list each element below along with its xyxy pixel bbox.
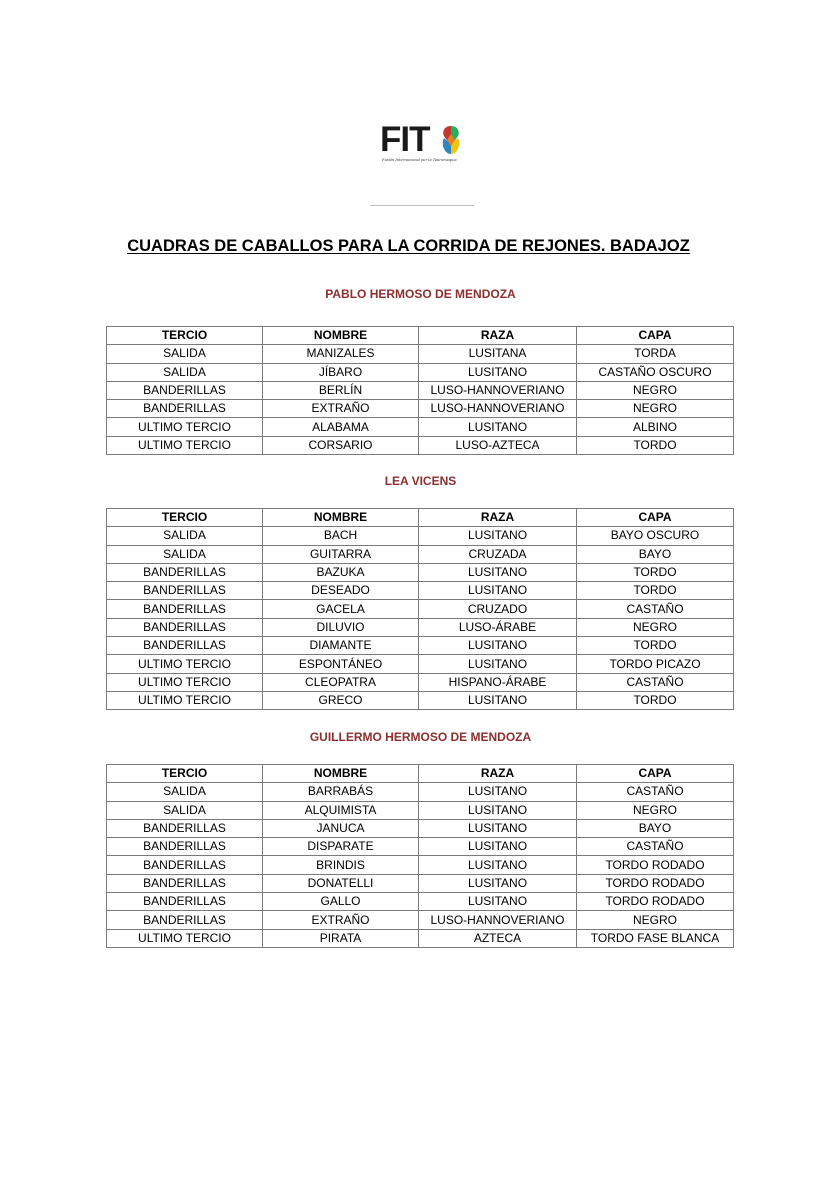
cell-raza: LUSITANO xyxy=(419,819,577,837)
cell-capa: NEGRO xyxy=(577,400,734,418)
cell-capa: TORDO xyxy=(577,637,734,655)
cell-raza: LUSITANO xyxy=(419,838,577,856)
cell-capa: TORDO PICAZO xyxy=(577,655,734,673)
table-row xyxy=(107,655,734,673)
table-row xyxy=(107,783,734,801)
cell-capa: CASTAÑO xyxy=(577,673,734,691)
cell-capa: TORDO xyxy=(577,563,734,581)
cell-nombre: DILUVIO xyxy=(263,618,419,636)
cell-nombre: ALQUIMISTA xyxy=(263,801,419,819)
cell-tercio: BANDERILLAS xyxy=(107,637,263,655)
cell-capa: NEGRO xyxy=(577,381,734,399)
cell-capa: TORDO xyxy=(577,582,734,600)
cell-capa: BAYO OSCURO xyxy=(577,527,734,545)
cell-tercio: BANDERILLAS xyxy=(107,911,263,929)
cell-raza: LUSITANO xyxy=(419,801,577,819)
cell-raza: LUSO-ÁRABE xyxy=(419,618,577,636)
table-row xyxy=(107,801,734,819)
cell-raza: LUSO-HANNOVERIANO xyxy=(419,400,577,418)
cell-raza: CRUZADO xyxy=(419,600,577,618)
cell-nombre: ESPONTÁNEO xyxy=(263,655,419,673)
cell-tercio: BANDERILLAS xyxy=(107,563,263,581)
cell-tercio: BANDERILLAS xyxy=(107,874,263,892)
cell-tercio: BANDERILLAS xyxy=(107,893,263,911)
cell-raza: HISPANO-ÁRABE xyxy=(419,673,577,691)
cell-raza: LUSO-HANNOVERIANO xyxy=(419,381,577,399)
cell-capa: TORDO RODADO xyxy=(577,874,734,892)
cell-capa: NEGRO xyxy=(577,911,734,929)
cell-raza: LUSO-AZTECA xyxy=(419,436,577,454)
cell-tercio: ULTIMO TERCIO xyxy=(107,655,263,673)
table-row xyxy=(107,400,734,418)
table-row xyxy=(107,436,734,454)
cell-nombre: DESEADO xyxy=(263,582,419,600)
cell-tercio: ULTIMO TERCIO xyxy=(107,691,263,709)
table-row xyxy=(107,856,734,874)
cell-tercio: BANDERILLAS xyxy=(107,819,263,837)
column-header-capa: CAPA xyxy=(577,765,734,783)
table-row xyxy=(107,838,734,856)
cell-capa: CASTAÑO xyxy=(577,838,734,856)
table-row xyxy=(107,819,734,837)
cell-tercio: ULTIMO TERCIO xyxy=(107,673,263,691)
cell-capa: ALBINO xyxy=(577,418,734,436)
logo-flag-icon xyxy=(440,124,462,156)
cell-nombre: ALABAMA xyxy=(263,418,419,436)
cell-nombre: BRINDIS xyxy=(263,856,419,874)
cell-raza: LUSITANO xyxy=(419,691,577,709)
cell-nombre: BARRABÁS xyxy=(263,783,419,801)
cell-raza: LUSITANO xyxy=(419,582,577,600)
cell-nombre: EXTRAÑO xyxy=(263,400,419,418)
cell-tercio: ULTIMO TERCIO xyxy=(107,418,263,436)
column-header-tercio: TERCIO xyxy=(107,509,263,527)
cell-capa: TORDO RODADO xyxy=(577,856,734,874)
column-header-raza: RAZA xyxy=(419,765,577,783)
cell-nombre: MANIZALES xyxy=(263,345,419,363)
cell-raza: LUSITANO xyxy=(419,637,577,655)
table-row xyxy=(107,600,734,618)
cell-nombre: DIAMANTE xyxy=(263,637,419,655)
cell-nombre: GACELA xyxy=(263,600,419,618)
logo-text: FIT xyxy=(380,120,430,159)
cell-raza: LUSITANO xyxy=(419,418,577,436)
cell-capa: CASTAÑO xyxy=(577,600,734,618)
cell-raza: LUSO-HANNOVERIANO xyxy=(419,911,577,929)
cell-tercio: ULTIMO TERCIO xyxy=(107,436,263,454)
column-header-capa: CAPA xyxy=(577,509,734,527)
column-header-raza: RAZA xyxy=(419,327,577,345)
cell-raza: CRUZADA xyxy=(419,545,577,563)
cell-nombre: CLEOPATRA xyxy=(263,673,419,691)
cell-nombre: GUITARRA xyxy=(263,545,419,563)
column-header-tercio: TERCIO xyxy=(107,327,263,345)
column-header-tercio: TERCIO xyxy=(107,765,263,783)
cell-tercio: BANDERILLAS xyxy=(107,600,263,618)
section-title-guillermo-hermoso-de-mendoza: GUILLERMO HERMOSO DE MENDOZA xyxy=(309,730,532,744)
table-row xyxy=(107,911,734,929)
horses-table-lea-vicens xyxy=(106,508,734,710)
table-row xyxy=(107,381,734,399)
section-title-pablo-hermoso-de-mendoza: PABLO HERMOSO DE MENDOZA xyxy=(325,287,516,301)
header-divider xyxy=(370,205,474,206)
cell-tercio: SALIDA xyxy=(107,801,263,819)
cell-raza: LUSITANA xyxy=(419,345,577,363)
table-row xyxy=(107,637,734,655)
cell-raza: LUSITANO xyxy=(419,527,577,545)
column-header-nombre: NOMBRE xyxy=(263,765,419,783)
cell-capa: TORDO FASE BLANCA xyxy=(577,929,734,947)
cell-nombre: CORSARIO xyxy=(263,436,419,454)
cell-tercio: SALIDA xyxy=(107,527,263,545)
cell-nombre: EXTRAÑO xyxy=(263,911,419,929)
table-header-row xyxy=(107,327,734,345)
cell-tercio: SALIDA xyxy=(107,783,263,801)
cell-raza: LUSITANO xyxy=(419,563,577,581)
cell-raza: LUSITANO xyxy=(419,874,577,892)
cell-capa: BAYO xyxy=(577,545,734,563)
horses-table-pablo-hermoso-de-mendoza xyxy=(106,326,734,455)
cell-capa: CASTAÑO OSCURO xyxy=(577,363,734,381)
cell-nombre: JÍBARO xyxy=(263,363,419,381)
table-row xyxy=(107,418,734,436)
column-header-capa: CAPA xyxy=(577,327,734,345)
fit-logo xyxy=(380,122,462,168)
cell-raza: LUSITANO xyxy=(419,893,577,911)
cell-tercio: BANDERILLAS xyxy=(107,838,263,856)
cell-tercio: SALIDA xyxy=(107,363,263,381)
cell-tercio: SALIDA xyxy=(107,345,263,363)
cell-nombre: JANUCA xyxy=(263,819,419,837)
table-row xyxy=(107,874,734,892)
cell-tercio: BANDERILLAS xyxy=(107,381,263,399)
cell-capa: BAYO xyxy=(577,819,734,837)
column-header-nombre: NOMBRE xyxy=(263,327,419,345)
logo-subtitle: Fusión Internacional por la Tauromaquia xyxy=(382,158,457,162)
cell-nombre: BACH xyxy=(263,527,419,545)
cell-capa: NEGRO xyxy=(577,618,734,636)
cell-capa: TORDO xyxy=(577,436,734,454)
cell-nombre: PIRATA xyxy=(263,929,419,947)
cell-nombre: BAZUKA xyxy=(263,563,419,581)
table-row xyxy=(107,893,734,911)
cell-capa: TORDO xyxy=(577,691,734,709)
column-header-raza: RAZA xyxy=(419,509,577,527)
table-row xyxy=(107,673,734,691)
cell-tercio: SALIDA xyxy=(107,545,263,563)
cell-capa: TORDO RODADO xyxy=(577,893,734,911)
column-header-nombre: NOMBRE xyxy=(263,509,419,527)
cell-nombre: GRECO xyxy=(263,691,419,709)
table-row xyxy=(107,545,734,563)
document-title: CUADRAS DE CABALLOS PARA LA CORRIDA DE REJONES. BADAJOZ xyxy=(127,237,690,255)
cell-tercio: BANDERILLAS xyxy=(107,400,263,418)
cell-tercio: BANDERILLAS xyxy=(107,582,263,600)
cell-capa: TORDA xyxy=(577,345,734,363)
cell-raza: LUSITANO xyxy=(419,783,577,801)
cell-raza: LUSITANO xyxy=(419,655,577,673)
table-header-row xyxy=(107,765,734,783)
cell-raza: LUSITANO xyxy=(419,856,577,874)
cell-tercio: BANDERILLAS xyxy=(107,618,263,636)
table-row xyxy=(107,527,734,545)
cell-nombre: BERLÍN xyxy=(263,381,419,399)
table-row xyxy=(107,563,734,581)
cell-raza: AZTECA xyxy=(419,929,577,947)
cell-nombre: DISPARATE xyxy=(263,838,419,856)
cell-nombre: GALLO xyxy=(263,893,419,911)
cell-capa: NEGRO xyxy=(577,801,734,819)
table-row xyxy=(107,691,734,709)
horses-table-guillermo-hermoso-de-mendoza xyxy=(106,764,734,948)
table-row xyxy=(107,345,734,363)
table-row xyxy=(107,582,734,600)
cell-tercio: ULTIMO TERCIO xyxy=(107,929,263,947)
table-row xyxy=(107,363,734,381)
cell-raza: LUSITANO xyxy=(419,363,577,381)
cell-capa: CASTAÑO xyxy=(577,783,734,801)
table-row xyxy=(107,929,734,947)
section-title-lea-vicens: LEA VICENS xyxy=(384,474,457,488)
table-header-row xyxy=(107,509,734,527)
table-row xyxy=(107,618,734,636)
cell-nombre: DONATELLI xyxy=(263,874,419,892)
cell-tercio: BANDERILLAS xyxy=(107,856,263,874)
